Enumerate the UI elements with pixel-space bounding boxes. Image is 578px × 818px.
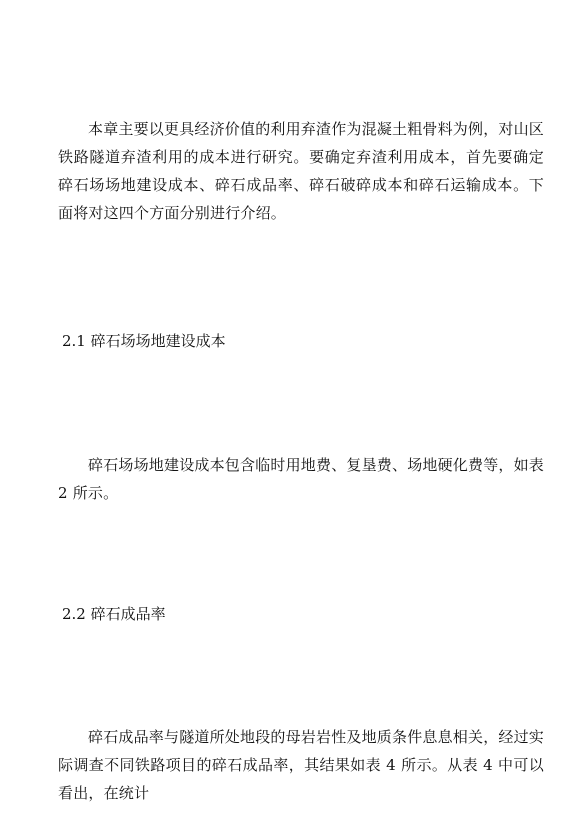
site-construction-cost-paragraph: 碎石场场地建设成本包含临时用地费、复垦费、场地硬化费等，如表 2 所示。 — [58, 456, 545, 502]
intro-paragraph: 本章主要以更具经济价值的利用弃渣作为混凝土粗骨料为例，对山区铁路隧道弃渣利用的成本进行研究。要确定弃渣利用成本，首先要确定碎石场场地建设成本、碎石成品率、碎石破碎成本和碎石运输成本。下面将对这四个方面分别进行介绍。 — [58, 120, 545, 222]
gravel-yield-paragraph: 碎石成品率与隧道所处地段的母岩岩性及地质条件息息相关，经过实际调查不同铁路项目的碎石成品率，其结果如表 4 所示。从表 4 中可以看出，在统计 — [58, 728, 545, 802]
section-heading-2-2: 2.2 碎石成品率 — [62, 605, 166, 623]
section-heading-2-1: 2.1 碎石场场地建设成本 — [62, 332, 226, 350]
